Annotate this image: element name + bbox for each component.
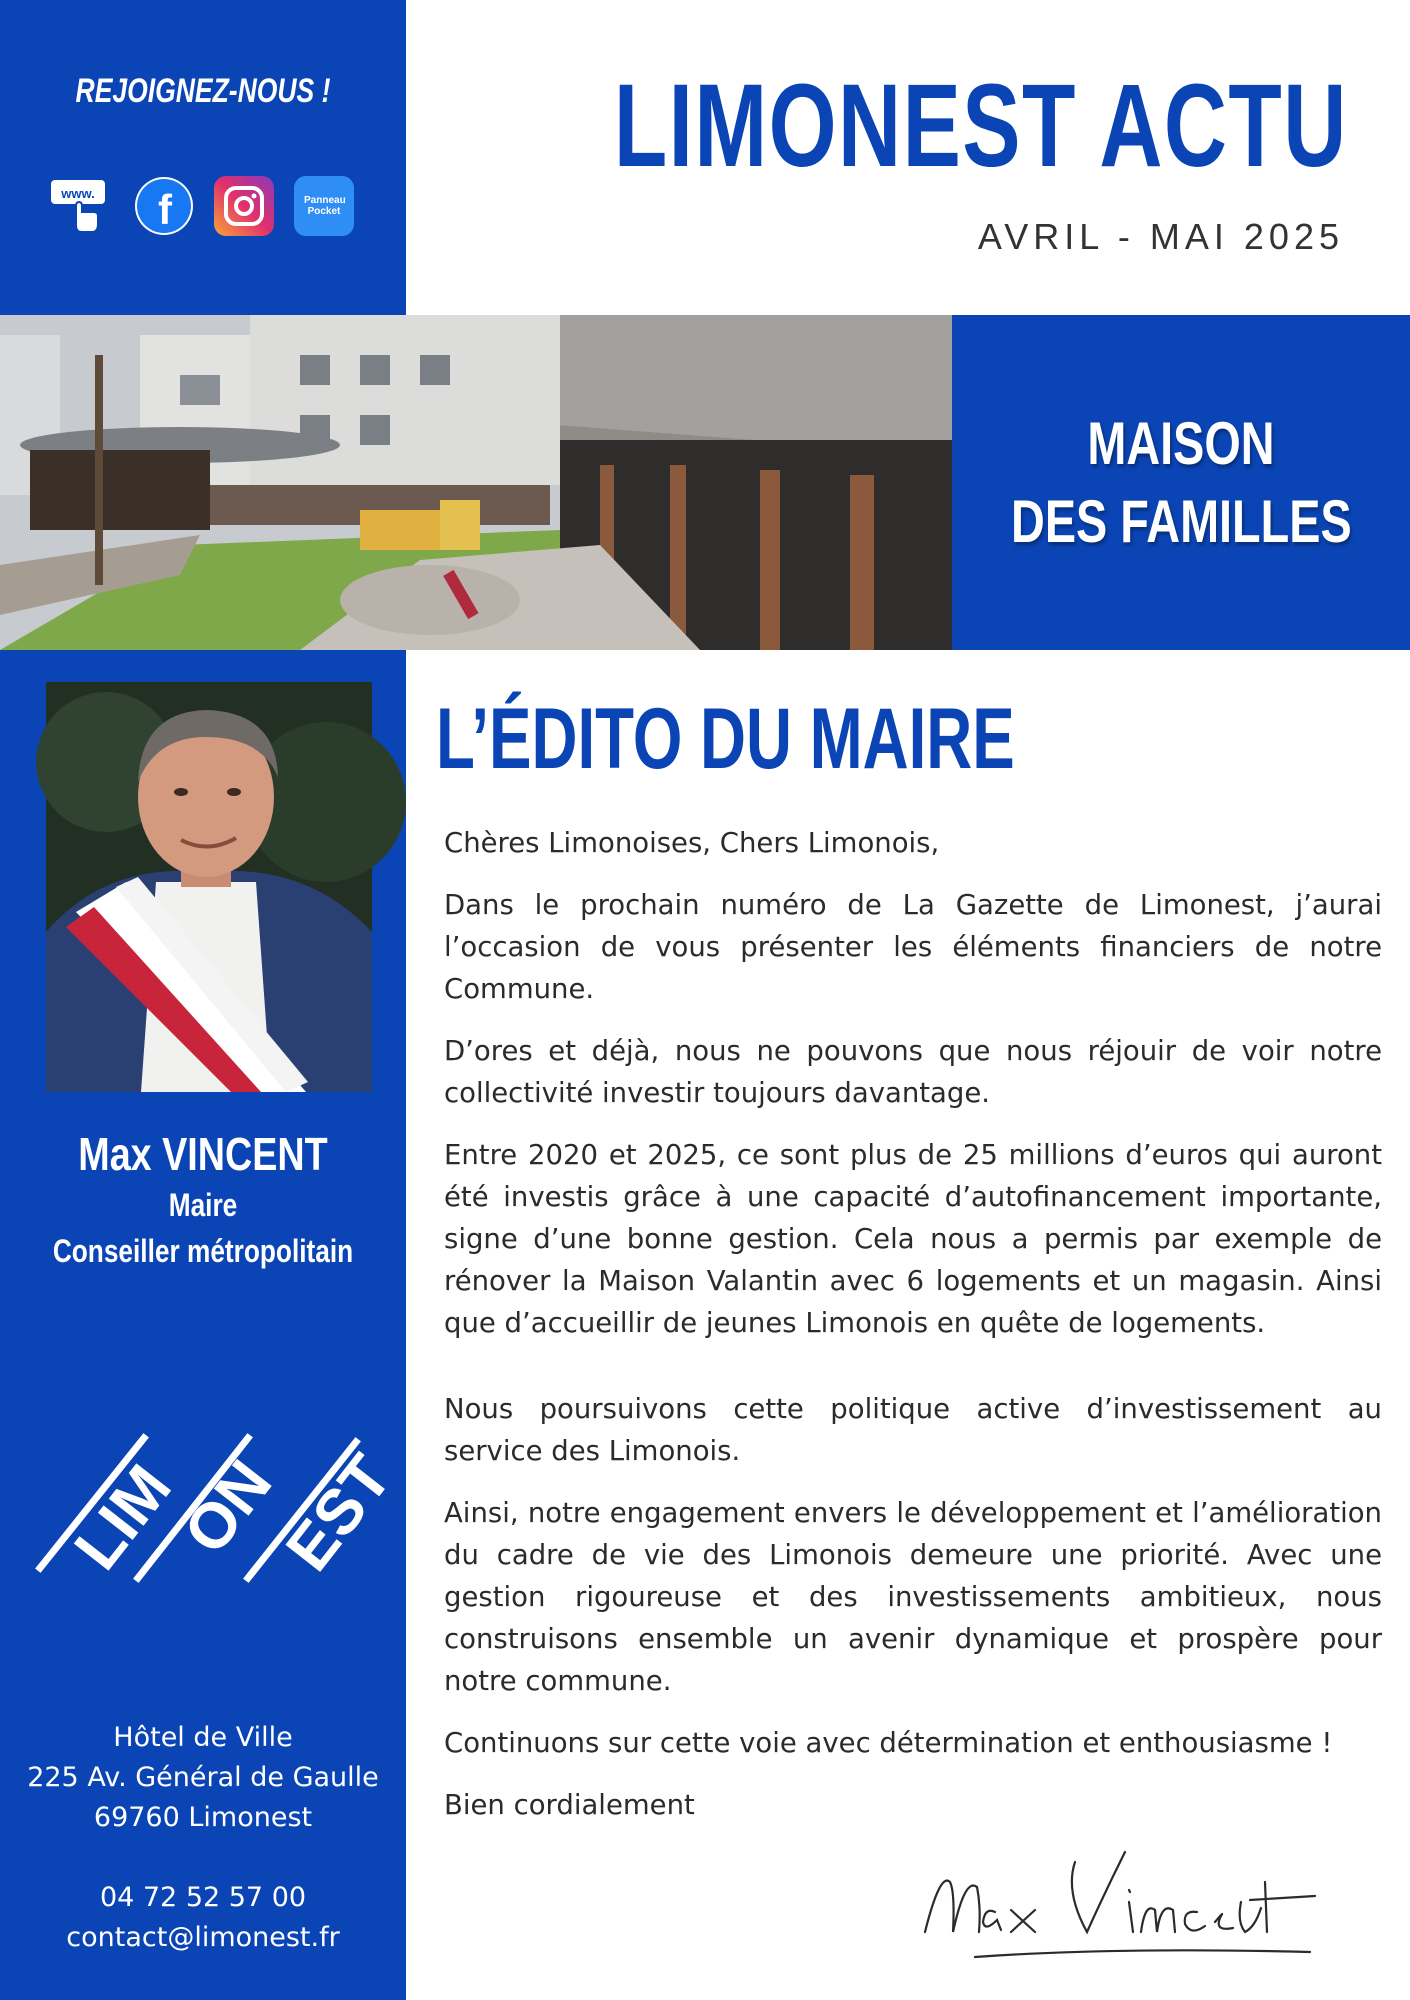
edito-paragraph: Dans le prochain numéro de La Gazette de Limonest, j’aurai l’occasion de vous présenter les éléments financiers de notre Commune.	[444, 889, 1382, 1005]
feature-title-line1: MAISON	[1087, 409, 1275, 477]
logo-part-lim: LIM	[60, 1451, 185, 1583]
contact-city: 69760 Limonest	[93, 1802, 313, 1833]
contact-block	[0, 1718, 406, 1958]
maison-des-familles-photo	[0, 315, 952, 650]
contact-street: 225 Av. Général de Gaulle	[27, 1762, 379, 1793]
contact-email[interactable]: contact@limonest.fr	[66, 1922, 340, 1953]
panneaupocket-label: Panneau Pocket	[304, 195, 346, 217]
mayor-signature	[915, 1832, 1325, 1972]
mayor-name: Max VINCENT	[78, 1128, 328, 1180]
edito-paragraph: Nous poursuivons cette politique active d’investissement au service des Limonois.	[444, 1393, 1382, 1467]
website-icon[interactable]	[48, 176, 108, 236]
contact-phone[interactable]: 04 72 52 57 00	[99, 1882, 307, 1913]
facebook-letter: f	[158, 186, 172, 233]
edito-heading: L’ÉDITO DU MAIRE	[436, 691, 1015, 787]
edito-paragraph: Chères Limonoises, Chers Limonois,	[444, 827, 940, 859]
join-us-label: REJOIGNEZ-NOUS !	[75, 72, 331, 110]
mayor-role: Maire	[168, 1187, 238, 1223]
contact-building: Hôtel de Ville	[113, 1722, 293, 1753]
website-label: www.	[61, 186, 95, 201]
issue-date: AVRIL - MAI 2025	[977, 216, 1344, 257]
edito-paragraph: Continuons sur cette voie avec détermination et enthousiasme !	[444, 1727, 1333, 1759]
instagram-icon[interactable]	[214, 176, 274, 236]
feature-title-line2: DES FAMILLES	[1010, 487, 1352, 555]
logo-part-on: ON	[169, 1446, 286, 1567]
mayor-portrait	[46, 682, 372, 1092]
mayor-caption	[0, 1126, 406, 1274]
newsletter-title: LIMONEST ACTU	[614, 60, 1348, 192]
limonest-logo	[26, 1418, 406, 1588]
social-panel	[0, 0, 406, 315]
logo-part-est: EST	[271, 1441, 406, 1584]
edito-paragraph: Entre 2020 et 2025, ce sont plus de 25 millions d’euros qui auront été investis grâce à une capacité d’autofinancement importante, signe d’une bonne gestion. Cela nous a permis par exemple de rénover la Maison Valantin avec 6 logements et un magasin. Ainsi que d’accueillir de jeunes Limonois en quête de logements.	[444, 1139, 1382, 1339]
facebook-icon[interactable]	[134, 176, 194, 236]
feature-panel	[952, 315, 1410, 650]
panneaupocket-icon[interactable]	[294, 176, 354, 236]
edito-paragraph: Ainsi, notre engagement envers le développement et l’amélioration du cadre de vie des Limonois demeure une priorité. Avec une gestion rigoureuse et des investissements ambitieux, nous construisons ensemble un avenir dynamique et prospère pour notre commune.	[444, 1497, 1382, 1697]
edito-body	[444, 822, 1382, 1846]
mayor-role-secondary: Conseiller métropolitain	[52, 1233, 354, 1269]
edito-closing: Bien cordialement	[444, 1789, 695, 1821]
edito-paragraph: D’ores et déjà, nous ne pouvons que nous réjouir de voir notre collectivité investir toujours davantage.	[444, 1035, 1382, 1109]
